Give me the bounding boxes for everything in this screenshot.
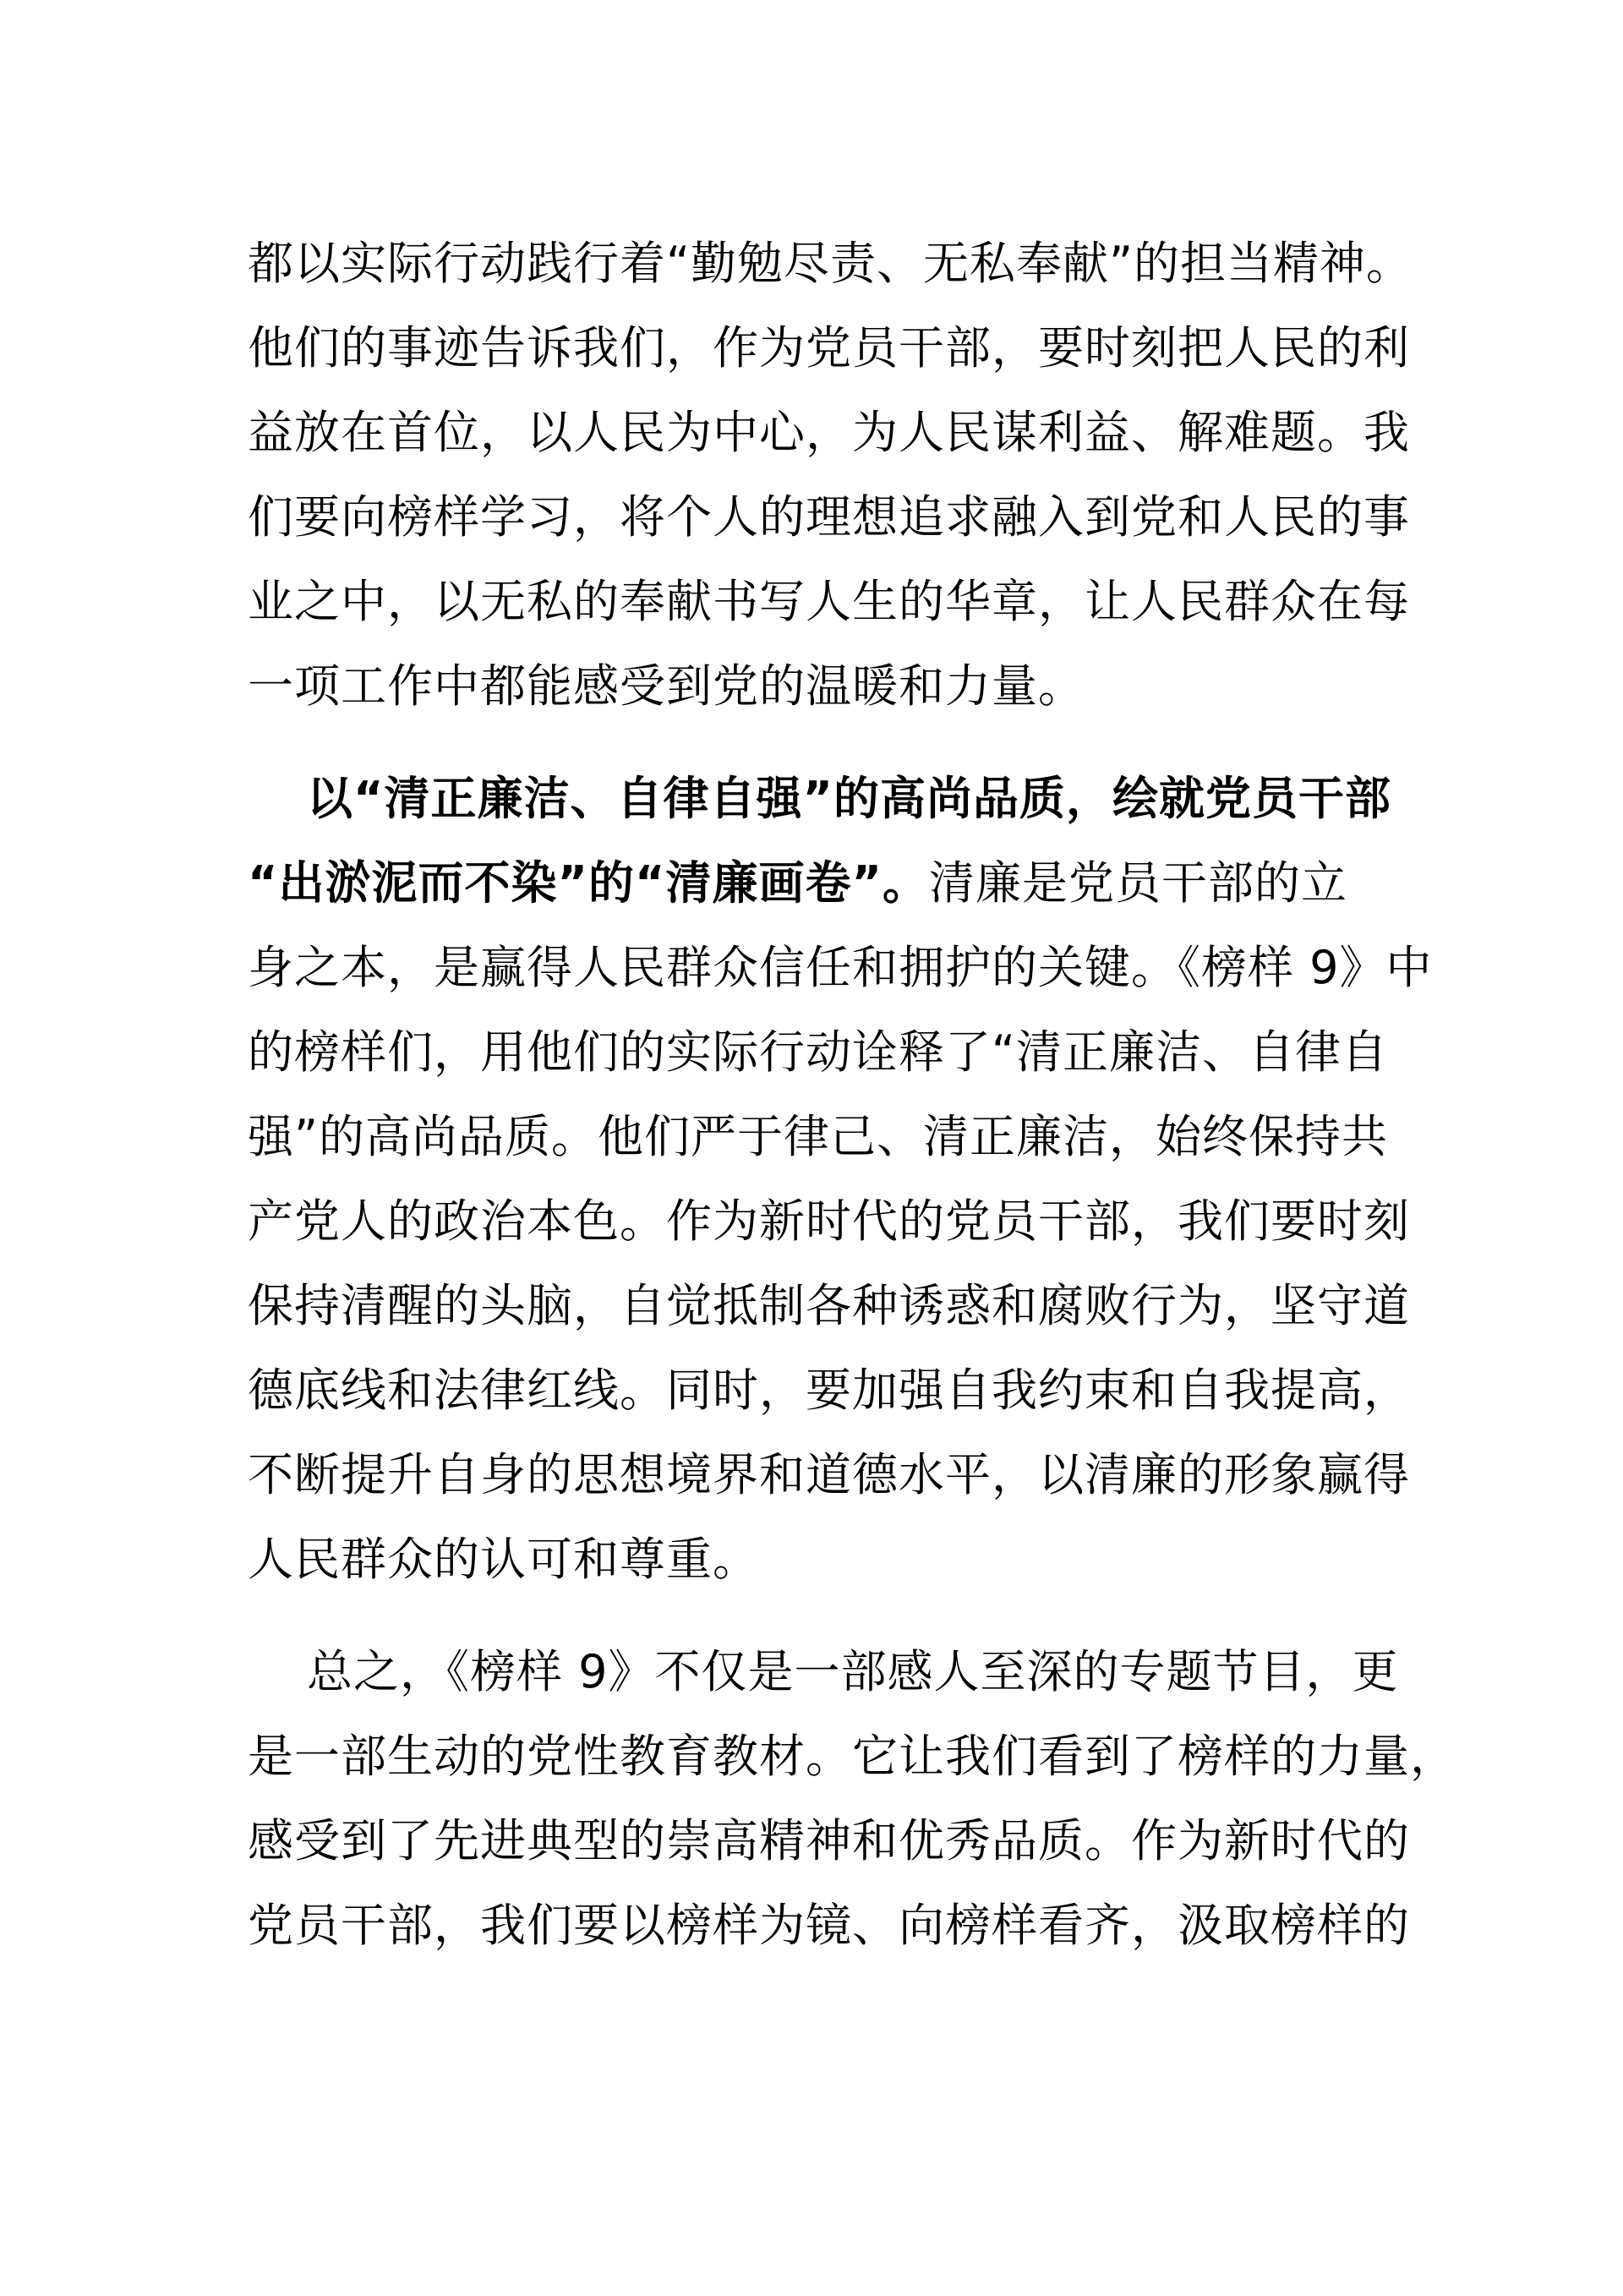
paragraph-1 bbox=[248, 221, 1413, 729]
paragraph-2 bbox=[248, 757, 1433, 1602]
paragraph-spacer bbox=[248, 729, 1389, 757]
text-line: 他们的事迹告诉我们，作为党员干部，要时刻把人民的利 bbox=[248, 321, 1410, 374]
text-line: 业之中，以无私的奉献书写人生的华章，让人民群众在每 bbox=[248, 575, 1410, 628]
text-line: 保持清醒的头脑，自觉抵制各种诱惑和腐败行为，坚守道 bbox=[248, 1279, 1410, 1332]
paragraph-3 bbox=[248, 1630, 1456, 1968]
text-line: 身之本，是赢得人民群众信任和拥护的关键。《榜样 9》中 bbox=[248, 941, 1433, 994]
text-line bbox=[248, 841, 1389, 926]
paragraph-spacer bbox=[248, 1602, 1389, 1630]
text-line: 总之，《榜样 9》不仅是一部感人至深的专题节目，更 bbox=[307, 1645, 1399, 1698]
text-line: 产党人的政治本色。作为新时代的党员干部，我们要时刻 bbox=[248, 1194, 1410, 1248]
text-line: 是一部生动的党性教育教材。它让我们看到了榜样的力量， bbox=[248, 1730, 1456, 1783]
text-line: 感受到了先进典型的崇高精神和优秀品质。作为新时代的 bbox=[248, 1814, 1410, 1867]
text-line: 强”的高尚品质。他们严于律己、清正廉洁，始终保持共 bbox=[248, 1110, 1388, 1163]
text-line: 人民群众的认可和尊重。 bbox=[248, 1533, 759, 1586]
text-segment: 清廉是党员干部的立 bbox=[928, 856, 1347, 910]
text-line: 德底线和法律红线。同时，要加强自我约束和自我提高， bbox=[248, 1364, 1410, 1417]
document-body bbox=[248, 221, 1456, 1968]
text-line: 的榜样们，用他们的实际行动诠释了“清正廉洁、自律自 bbox=[248, 1025, 1388, 1079]
text-line: 一项工作中都能感受到党的温暖和力量。 bbox=[248, 659, 1085, 713]
text-line: 都以实际行动践行着“勤勉尽责、无私奉献”的担当精神。 bbox=[248, 237, 1413, 290]
text-line: 益放在首位，以人民为中心，为人民谋利益、解难题。我 bbox=[248, 406, 1410, 459]
section-heading: 以“清正廉洁、自律自强”的高尚品质，绘就党员干部 bbox=[307, 772, 1391, 825]
text-line: 不断提升自身的思想境界和道德水平，以清廉的形象赢得 bbox=[248, 1448, 1410, 1501]
text-line: 党员干部，我们要以榜样为镜、向榜样看齐，汲取榜样的 bbox=[248, 1899, 1410, 1952]
text-line: 们要向榜样学习，将个人的理想追求融入到党和人民的事 bbox=[248, 490, 1410, 544]
section-heading-continued: “出淤泥而不染”的“清廉画卷”。 bbox=[248, 856, 929, 910]
